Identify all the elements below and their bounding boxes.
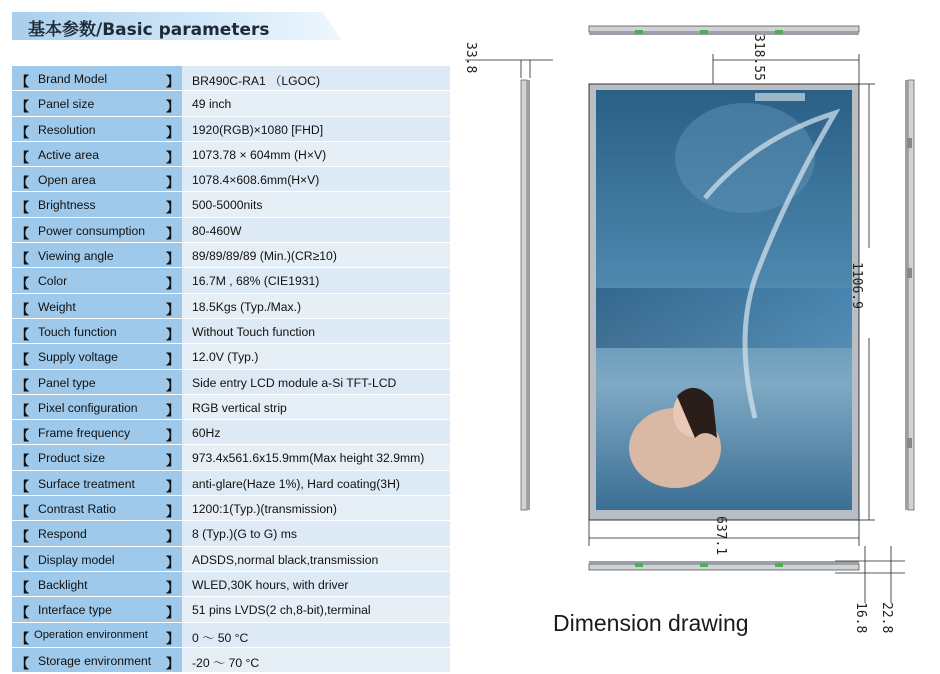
- bracket-open: 【: [16, 454, 30, 470]
- bracket-open: 【: [16, 353, 30, 369]
- param-value-cell: [182, 420, 450, 444]
- dim-width-group: [589, 516, 859, 555]
- param-value-cell: [182, 192, 450, 216]
- bracket-close: 】: [166, 125, 180, 141]
- table-row: [12, 319, 450, 344]
- bracket-close: 】: [166, 327, 180, 343]
- table-row: [12, 623, 450, 648]
- section-header: [12, 12, 342, 40]
- param-label-cell: [12, 294, 182, 318]
- bracket-close: 】: [166, 555, 180, 571]
- table-row: [12, 117, 450, 142]
- param-value-cell: [182, 117, 450, 141]
- param-value-cell: [182, 167, 450, 191]
- param-label-cell: [12, 597, 182, 621]
- param-value-cell: [182, 319, 450, 343]
- dim-height: 1106.9: [849, 262, 864, 309]
- param-value-cell: [182, 91, 450, 115]
- param-label-cell: [12, 192, 182, 216]
- bracket-open: 【: [16, 150, 30, 166]
- bracket-open: 【: [16, 631, 30, 647]
- table-row: [12, 142, 450, 167]
- bracket-close: 】: [166, 277, 180, 293]
- param-value: Without Touch function: [192, 324, 316, 339]
- param-label-cell: [12, 117, 182, 141]
- bracket-close: 】: [166, 176, 180, 192]
- dim-width: 637.1: [713, 516, 728, 556]
- param-value-cell: [182, 66, 450, 90]
- table-row: [12, 471, 450, 496]
- table-row: [12, 395, 450, 420]
- page-title: 基本参数/Basic parameters: [28, 20, 270, 40]
- param-value: 12.0V (Typ.): [192, 350, 259, 365]
- bracket-close: 】: [166, 656, 180, 672]
- param-value-cell: [182, 521, 450, 545]
- param-value: RGB vertical strip: [192, 400, 287, 415]
- bracket-open: 【: [16, 580, 30, 596]
- param-label: Interface type: [38, 603, 112, 618]
- dim-thickness-side: 33.8: [463, 42, 478, 74]
- param-value: 1078.4×608.6mm(H×V): [192, 173, 320, 188]
- param-value-cell: [182, 243, 450, 267]
- table-row: [12, 420, 450, 445]
- param-label-cell: [12, 471, 182, 495]
- param-label-cell: [12, 395, 182, 419]
- param-value: 1200:1(Typ.)(transmission): [192, 502, 337, 517]
- param-label-cell: [12, 370, 182, 394]
- table-row: [12, 572, 450, 597]
- table-row: [12, 294, 450, 319]
- bracket-open: 【: [16, 252, 30, 268]
- bracket-close: 】: [166, 403, 180, 419]
- param-label-cell: [12, 420, 182, 444]
- bracket-close: 】: [166, 505, 180, 521]
- table-row: [12, 192, 450, 217]
- param-value-cell: [182, 370, 450, 394]
- table-row: [12, 597, 450, 622]
- param-label-cell: [12, 268, 182, 292]
- param-value: 8 (Typ.)(G to G) ms: [192, 527, 297, 542]
- param-value: 973.4x561.6x15.9mm(Max height 32.9mm): [192, 451, 425, 466]
- param-label: Respond: [38, 527, 87, 542]
- param-label-cell: [12, 648, 182, 672]
- param-value-cell: [182, 496, 450, 520]
- bracket-close: 】: [166, 150, 180, 166]
- dim-top-offset-group: [713, 34, 859, 84]
- param-value-cell: [182, 572, 450, 596]
- param-value-cell: [182, 294, 450, 318]
- bracket-open: 【: [16, 100, 30, 116]
- right-side-profile: [905, 80, 914, 510]
- param-label: Pixel configuration: [38, 400, 138, 415]
- bracket-open: 【: [16, 327, 30, 343]
- param-value: 80-460W: [192, 223, 242, 238]
- param-value: ADSDS,normal black,transmission: [192, 552, 379, 567]
- param-label: Touch function: [38, 324, 117, 339]
- bracket-open: 【: [16, 479, 30, 495]
- param-value: -20 ～ 70 °C: [192, 655, 260, 670]
- param-label: Open area: [38, 173, 96, 188]
- parameters-table: [12, 66, 450, 673]
- bracket-close: 】: [166, 479, 180, 495]
- param-label: Viewing angle: [38, 249, 114, 264]
- param-label-cell: [12, 167, 182, 191]
- param-value: WLED,30K hours, with driver: [192, 577, 349, 592]
- param-label-cell: [12, 243, 182, 267]
- param-label: Supply voltage: [38, 350, 118, 365]
- param-value-cell: [182, 395, 450, 419]
- param-label: Brightness: [38, 198, 96, 213]
- param-value: anti-glare(Haze 1%), Hard coating(3H): [192, 476, 400, 491]
- param-value: Side entry LCD module a-Si TFT-LCD: [192, 375, 397, 390]
- param-value-cell: [182, 344, 450, 368]
- param-value-cell: [182, 268, 450, 292]
- param-label-cell: [12, 547, 182, 571]
- param-label: Brand Model: [38, 72, 108, 86]
- param-label: Product size: [38, 451, 106, 466]
- param-value: 89/89/89/89 (Min.)(CR≥10): [192, 249, 337, 264]
- bracket-close: 】: [166, 429, 180, 445]
- param-value-cell: [182, 471, 450, 495]
- table-row: [12, 521, 450, 546]
- bracket-close: 】: [166, 580, 180, 596]
- param-label-cell: [12, 521, 182, 545]
- param-value: 0 ～ 50 °C: [192, 630, 249, 645]
- param-label: Contrast Ratio: [38, 502, 116, 517]
- bracket-close: 】: [166, 226, 180, 242]
- bracket-open: 【: [16, 125, 30, 141]
- param-value: 16.7M , 68% (CIE1931): [192, 274, 320, 289]
- table-row: [12, 496, 450, 521]
- param-label: Power consumption: [38, 223, 146, 238]
- drawing-caption: Dimension drawing: [553, 610, 749, 636]
- param-label-cell: [12, 572, 182, 596]
- dimension-drawing: [455, 18, 940, 658]
- param-value: 60Hz: [192, 426, 221, 441]
- param-value: 49 inch: [192, 97, 232, 112]
- param-label: Frame frequency: [38, 426, 131, 441]
- param-label-cell: [12, 66, 182, 90]
- bracket-open: 【: [16, 302, 30, 318]
- bracket-close: 】: [166, 302, 180, 318]
- bracket-close: 】: [166, 606, 180, 622]
- table-row: [12, 445, 450, 470]
- param-value: 500-5000nits: [192, 198, 263, 213]
- bracket-open: 【: [16, 378, 30, 394]
- param-value: 18.5Kgs (Typ./Max.): [192, 299, 302, 314]
- table-row: [12, 218, 450, 243]
- bracket-close: 】: [166, 353, 180, 369]
- bracket-open: 【: [16, 656, 30, 672]
- bracket-close: 】: [166, 378, 180, 394]
- bracket-close: 】: [166, 75, 180, 90]
- param-label-cell: [12, 319, 182, 343]
- param-label-cell: [12, 91, 182, 115]
- screen-front-view: [589, 84, 859, 520]
- param-label: Backlight: [38, 577, 88, 592]
- bracket-open: 【: [16, 277, 30, 293]
- bracket-open: 【: [16, 403, 30, 419]
- bracket-close: 】: [166, 454, 180, 470]
- param-label: Panel type: [38, 375, 96, 390]
- left-side-profile: [463, 42, 553, 510]
- bracket-open: 【: [16, 75, 30, 90]
- param-label: Storage environment: [38, 653, 152, 668]
- param-value: BR490C-RA1 （LGOC): [192, 74, 321, 88]
- bracket-close: 】: [166, 252, 180, 268]
- param-value-cell: [182, 445, 450, 469]
- param-value-cell: [182, 218, 450, 242]
- param-value-cell: [182, 597, 450, 621]
- table-row: [12, 344, 450, 369]
- param-label-cell: [12, 496, 182, 520]
- param-value: 1920(RGB)×1080 [FHD]: [192, 122, 324, 137]
- bracket-open: 【: [16, 555, 30, 571]
- bracket-open: 【: [16, 606, 30, 622]
- param-label: Weight: [38, 299, 76, 314]
- param-label-cell: [12, 142, 182, 166]
- param-value-cell: [182, 142, 450, 166]
- table-row: [12, 370, 450, 395]
- param-value: 1073.78 × 604mm (H×V): [192, 147, 327, 162]
- param-label-cell: [12, 445, 182, 469]
- top-profile-view: [589, 26, 859, 35]
- table-row: [12, 243, 450, 268]
- table-row: [12, 167, 450, 192]
- param-value-cell: [182, 648, 450, 672]
- dim-top-offset: 318.55: [751, 34, 766, 81]
- bracket-open: 【: [16, 530, 30, 546]
- bracket-open: 【: [16, 429, 30, 445]
- param-value: 51 pins LVDS(2 ch,8-bit),terminal: [192, 603, 371, 618]
- bracket-open: 【: [16, 226, 30, 242]
- bracket-open: 【: [16, 176, 30, 192]
- table-row: [12, 91, 450, 116]
- dim-bottom-depth-b: 16.8: [853, 602, 868, 634]
- bracket-close: 】: [166, 631, 180, 647]
- table-row: [12, 268, 450, 293]
- table-row: [12, 648, 450, 673]
- bracket-open: 【: [16, 505, 30, 521]
- param-label: Color: [38, 274, 68, 289]
- param-value-cell: [182, 623, 450, 647]
- table-row: [12, 66, 450, 91]
- param-label: Resolution: [38, 122, 96, 137]
- bracket-open: 【: [16, 201, 30, 217]
- param-label: Operation environment: [34, 628, 148, 641]
- dim-bottom-depth-a: 22.8: [879, 602, 894, 634]
- bracket-close: 】: [166, 201, 180, 217]
- param-label-cell: [12, 623, 182, 647]
- bracket-close: 】: [166, 100, 180, 116]
- param-label-cell: [12, 218, 182, 242]
- param-label-cell: [12, 344, 182, 368]
- param-label: Active area: [38, 147, 99, 162]
- param-label: Panel size: [38, 97, 95, 112]
- param-label: Display model: [38, 552, 115, 567]
- bracket-close: 】: [166, 530, 180, 546]
- param-label: Surface treatment: [38, 476, 135, 491]
- param-value-cell: [182, 547, 450, 571]
- table-row: [12, 547, 450, 572]
